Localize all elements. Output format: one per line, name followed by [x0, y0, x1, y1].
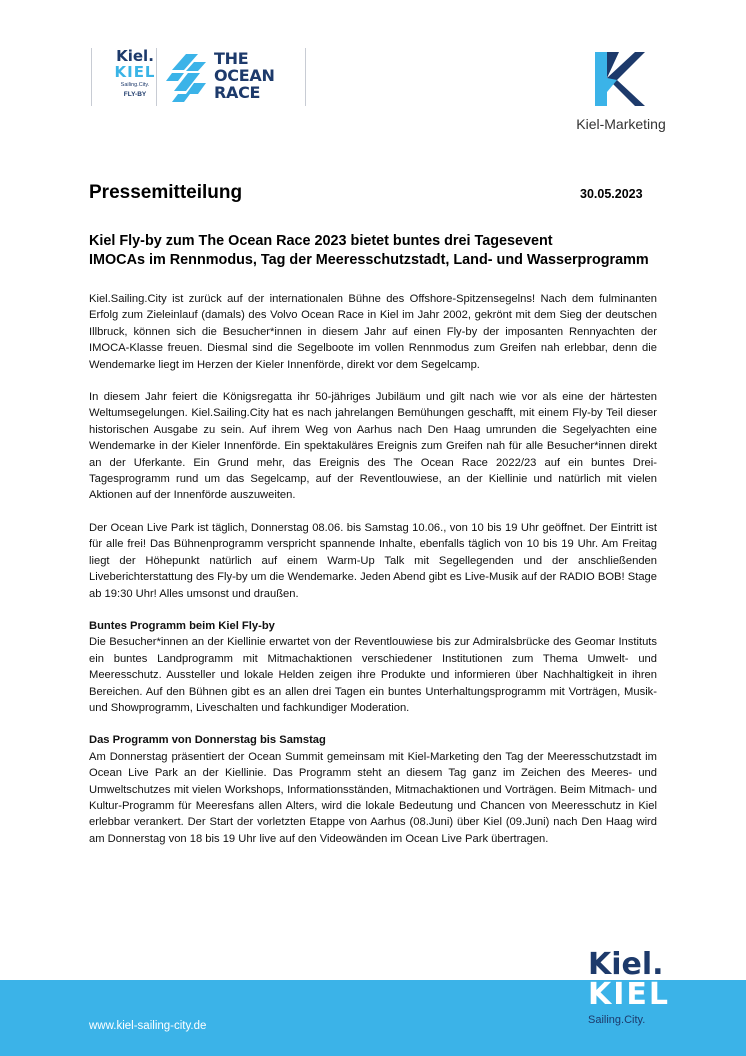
press-date: 30.05.2023: [580, 187, 643, 201]
ocean-race-line3: RACE: [214, 83, 261, 102]
kiel-logo-mirror: KIEL: [114, 63, 156, 81]
kiel-logo-word: Kiel.: [116, 47, 154, 65]
article-body: [89, 291, 657, 863]
kiel-logo-flyby: FLY-BY: [123, 91, 147, 98]
header-divider-left: [91, 48, 92, 106]
paragraph-intro: Kiel.Sailing.City ist zurück auf der internationalen Bühne des Offshore-Spitzensegelns! Nach dem fulminanten Erfolg zum Zieleinlauf (damals) des Volvo Ocean Race in Kiel im Jahr 2002, gekrönt mit dem Sieg der deutschen Illbruck, können sich die Besucher*innen in diesem Jahr auf einen Fly-by der imposanten Rennyachten der IMOCA-Klasse freuen. Diesmal sind die Segelboote im vollen Rennmodus zum Greifen nah erlebbar, denn die Wendemarke liegt im Herzen der Kieler Innenförde, direkt vor dem Segelcamp.: [89, 293, 657, 371]
headline: [89, 232, 689, 270]
footer-logo-mirror: KIEL: [588, 977, 671, 1012]
paragraph-jubilee: In diesem Jahr feiert die Königsregatta ihr 50-jähriges Jubiläum und gilt nach wie vor als eine der härtesten Weltumsegelungen. Kiel.Sailing.City hat es nach jahrelangen Bemühungen geschafft, mit einem Fly-by Teil dieser historischen Ausgabe zu sein. Auf ihrem Weg von Aarhus nach Den Haag umrunden die Segelyachten eine Wendemarke in der Kieler Innenförde. Ein spektakuläres Ereignis zum Greifen nah für alle Besucher*innen direkt an der Uferkante. Ein Grund mehr, das Ereignis des The Ocean Race 2022/23 auf ein buntes Drei-Tagesprogramm rund um das Segelcamp, auf der Reventlouwiese, an der Kiellinie und natürlich mit vielen Aktionen auf der Innenförde auszuweiten.: [89, 391, 657, 502]
headline-line1: Kiel Fly-by zum The Ocean Race 2023 bietet buntes drei Tagesevent: [89, 233, 553, 249]
section-text-schedule: Am Donnerstag präsentiert der Ocean Summit gemeinsam mit Kiel-Marketing den Tag der Meeresschutzstadt im Ocean Live Park an der Kiellinie. Das Programm steht an diesem Tag ganz im Zeichen des Meeres- und Umweltschutzes mit vielen Workshops, Informationsständen, Mitmachaktionen und Vorträgen. Beim Mitmach- und Kultur-Programm für Meeresfans allen Alters, wird die lokale Bedeutung und Chancen von Meeresschutz in Kiel erlebbar verankert. Der Start der vorletzten Etappe von Aarhus (08.Juni) über Kiel (09.Juni) nach Den Haag wird am Donnerstag von 18 bis 19 Uhr live auf den Videowänden im Ocean Live Park übertragen.: [89, 750, 657, 845]
paragraph-live-park: Der Ocean Live Park ist täglich, Donnerstag 08.06. bis Samstag 10.06., von 10 bis 19 Uhr geöffnet. Der Eintritt ist für alle frei! Das Bühnenprogramm verspricht spannende Inhalte, ebenfalls täglich von 10 bis 19 Uhr. Am Freitag liegt der Höhepunkt natürlich auf einem Warm-Up Talk mit Segellegenden und der anschließenden Liveberichterstattung des Fly-by um die Wendemarke. Jeden Abend gibt es Live-Musik auf der RADIO BOB! Stage ab 19:30 Uhr! Alles umsonst und draußen.: [89, 521, 657, 600]
section-text-program: Die Besucher*innen an der Kiellinie erwartet von der Reventlouwiese bis zur Admiralsbrücke des Geomar Instituts ein buntes Landprogramm mit Mitmachaktionen verschiedener Institutionen zum Thema Umwelt- und Meeresschutz. Aussteller und lokale Helden zeigen ihre Produkte und informieren über Nachhaltigkeit in ihren Bereichen. Auf den Bühnen gibt es an allen drei Tagen ein buntes Unterhaltungsprogramm mit Vorträgen, Musik- und Showprogramm, Liveschalten und fachkundiger Moderation.: [89, 636, 657, 714]
section-heading-schedule: Das Programm von Donnerstag bis Samstag: [89, 734, 326, 747]
footer-website-link[interactable]: www.kiel-sailing-city.de: [89, 1020, 207, 1032]
kiel-marketing-k-icon: [591, 48, 649, 110]
footer-kiel-logo: [588, 947, 678, 1026]
ocean-race-line1: THE: [214, 49, 249, 68]
headline-line2: IMOCAs im Rennmodus, Tag der Meeresschutzstadt, Land- und Wasserprogramm: [89, 252, 649, 268]
footer-logo-word: Kiel.: [588, 947, 664, 982]
ocean-race-line2: OCEAN: [214, 66, 275, 85]
header-divider-right: [305, 48, 306, 106]
footer-logo-tagline: Sailing.City.: [588, 1014, 646, 1026]
ocean-race-wordmark: [214, 50, 275, 101]
kiel-marketing-label: Kiel-Marketing: [576, 116, 666, 132]
kiel-logo-tagline: Sailing.City.: [120, 82, 150, 88]
section-heading-program: Buntes Programm beim Kiel Fly-by: [89, 619, 275, 632]
header-divider-middle: [156, 48, 157, 106]
page-title: Pressemitteilung: [89, 182, 243, 203]
